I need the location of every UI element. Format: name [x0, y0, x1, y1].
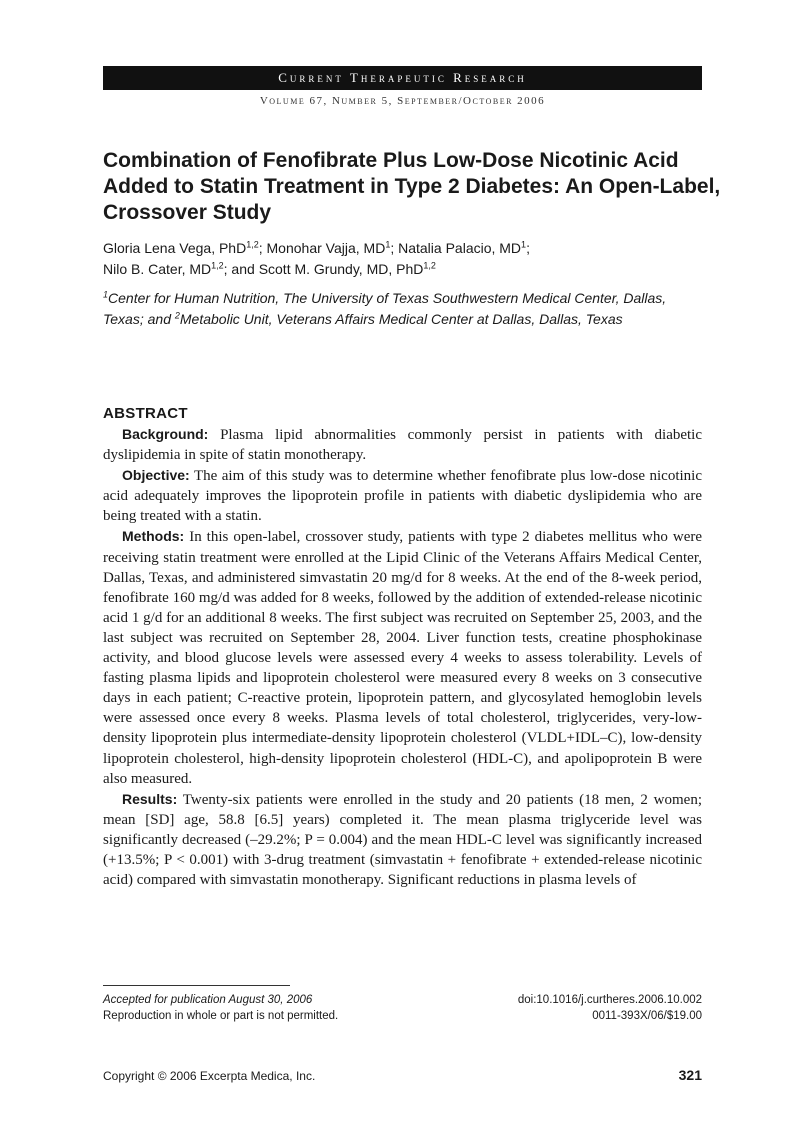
article-title: Combination of Fenofibrate Plus Low-Dose Nicotinic Acid Added to Statin Treatment in Type 2 Diabetes: An Open-Label, Crossover Study — [103, 149, 721, 224]
affiliations: $^1$Center for Human Nutrition, The University of Texas Southwestern Medical Center, Dallas, Texas; and $^2$Metabolic Unit, Veterans Affairs Medical Center at Dallas, Dallas, Texas — [103, 289, 667, 327]
author: Monohar Vajja, $MD^1$; — [266, 239, 399, 256]
copyright: Copyright © 2006 Excerpta Medica, Inc. — [103, 1069, 316, 1083]
reproduction-notice: Reproduction in whole or part is not permitted. — [103, 1010, 339, 1022]
issn: 0011-393X/06/$19.00 — [592, 1010, 702, 1022]
abstract-background: Background: Plasma lipid abnormalities commonly persist in patients with diabetic dyslipidemia in spite of statin monotherapy. — [103, 426, 703, 464]
footnote-right — [402, 992, 702, 1024]
author: Gloria Lena Vega, PhD$^{1,2}$; — [103, 239, 267, 256]
journal-title: Current Therapeutic Research — [278, 70, 527, 85]
page-number: 321 — [678, 1067, 702, 1083]
author: Natalia Palacio, $MD^1$; — [398, 239, 530, 256]
abstract-methods: Methods: In this open-label, crossover study, patients with type 2 diabetes mellitus who were receiving statin treatment were enrolled at the Lipid Clinic of the Veterans Affairs Medical Center, Dallas, Texas, and administered simvastatin 20 mg/d for 8 weeks. At the end of the 8-week period, fenofibrate 160 mg/d was added for 8 weeks, followed by the addition of extended-release nicotinic acid 1 g/d for an additional 8 weeks. The first subject was recruited on September 25, 2003, and the last subject was recruited on September 28, 2004. Liver function tests, creatine phosphokinase activity, and blood glucose levels were assessed every 4 weeks to assess tolerability. Levels of fasting plasma lipids and lipoprotein cholesterol were measured every 8 weeks on 3 consecutive days in each patient; C-reactive protein, lipoprotein pattern, and glycosylated hemoglobin levels were assessed once every 8 weeks. Plasma levels of total cholesterol, triglycerides, very-low-density lipoprotein plus intermediate-density lipoprotein cholesterol (VLDL+IDL–C), low-density lipoprotein cholesterol, high-density lipoprotein cholesterol (HDL-C), and apolipoprotein B were also measured. — [103, 528, 702, 787]
issue-line: Volume 67, Number 5, September/October 2006 — [259, 95, 546, 107]
abstract-objective: Objective: The aim of this study was to determine whether fenofibrate plus low-dose nicotinic acid adequately improves the lipoprotein profile in patients with diabetic dyslipidemia who are being treated with a statin. — [103, 467, 702, 525]
author-list — [103, 238, 703, 280]
abstract — [103, 405, 702, 890]
doi: doi:10.1016/j.curtheres.2006.10.002 — [517, 994, 702, 1006]
abstract-results: Results: Twenty-six patients were enrolled in the study and 20 patients (18 men, 2 women; mean [SD] age, 58.8 [6.5] years) completed it. The mean plasma triglyceride level was significantly decreased (–29.2%; P = 0.004) and the mean HDL-C level was significantly increased (+13.5%; P < 0.001) with 3-drug treatment (simvastatin + fenofibrate + extended-release nicotinic acid) compared with simvastatin monotherapy. Significant reductions in plasma levels of — [103, 790, 702, 889]
accepted-date: Accepted for publication August 30, 2006 — [103, 994, 313, 1006]
footnote-divider — [103, 985, 290, 986]
footnote-left — [103, 992, 443, 1024]
journal-title-bar — [103, 66, 702, 90]
abstract-heading: ABSTRACT — [103, 405, 188, 422]
author: Scott M. Grundy, MD, PhD$^{1,2}$ — [258, 260, 436, 277]
author: Nilo B. Cater, MD$^{1,2}$; and — [103, 260, 259, 277]
